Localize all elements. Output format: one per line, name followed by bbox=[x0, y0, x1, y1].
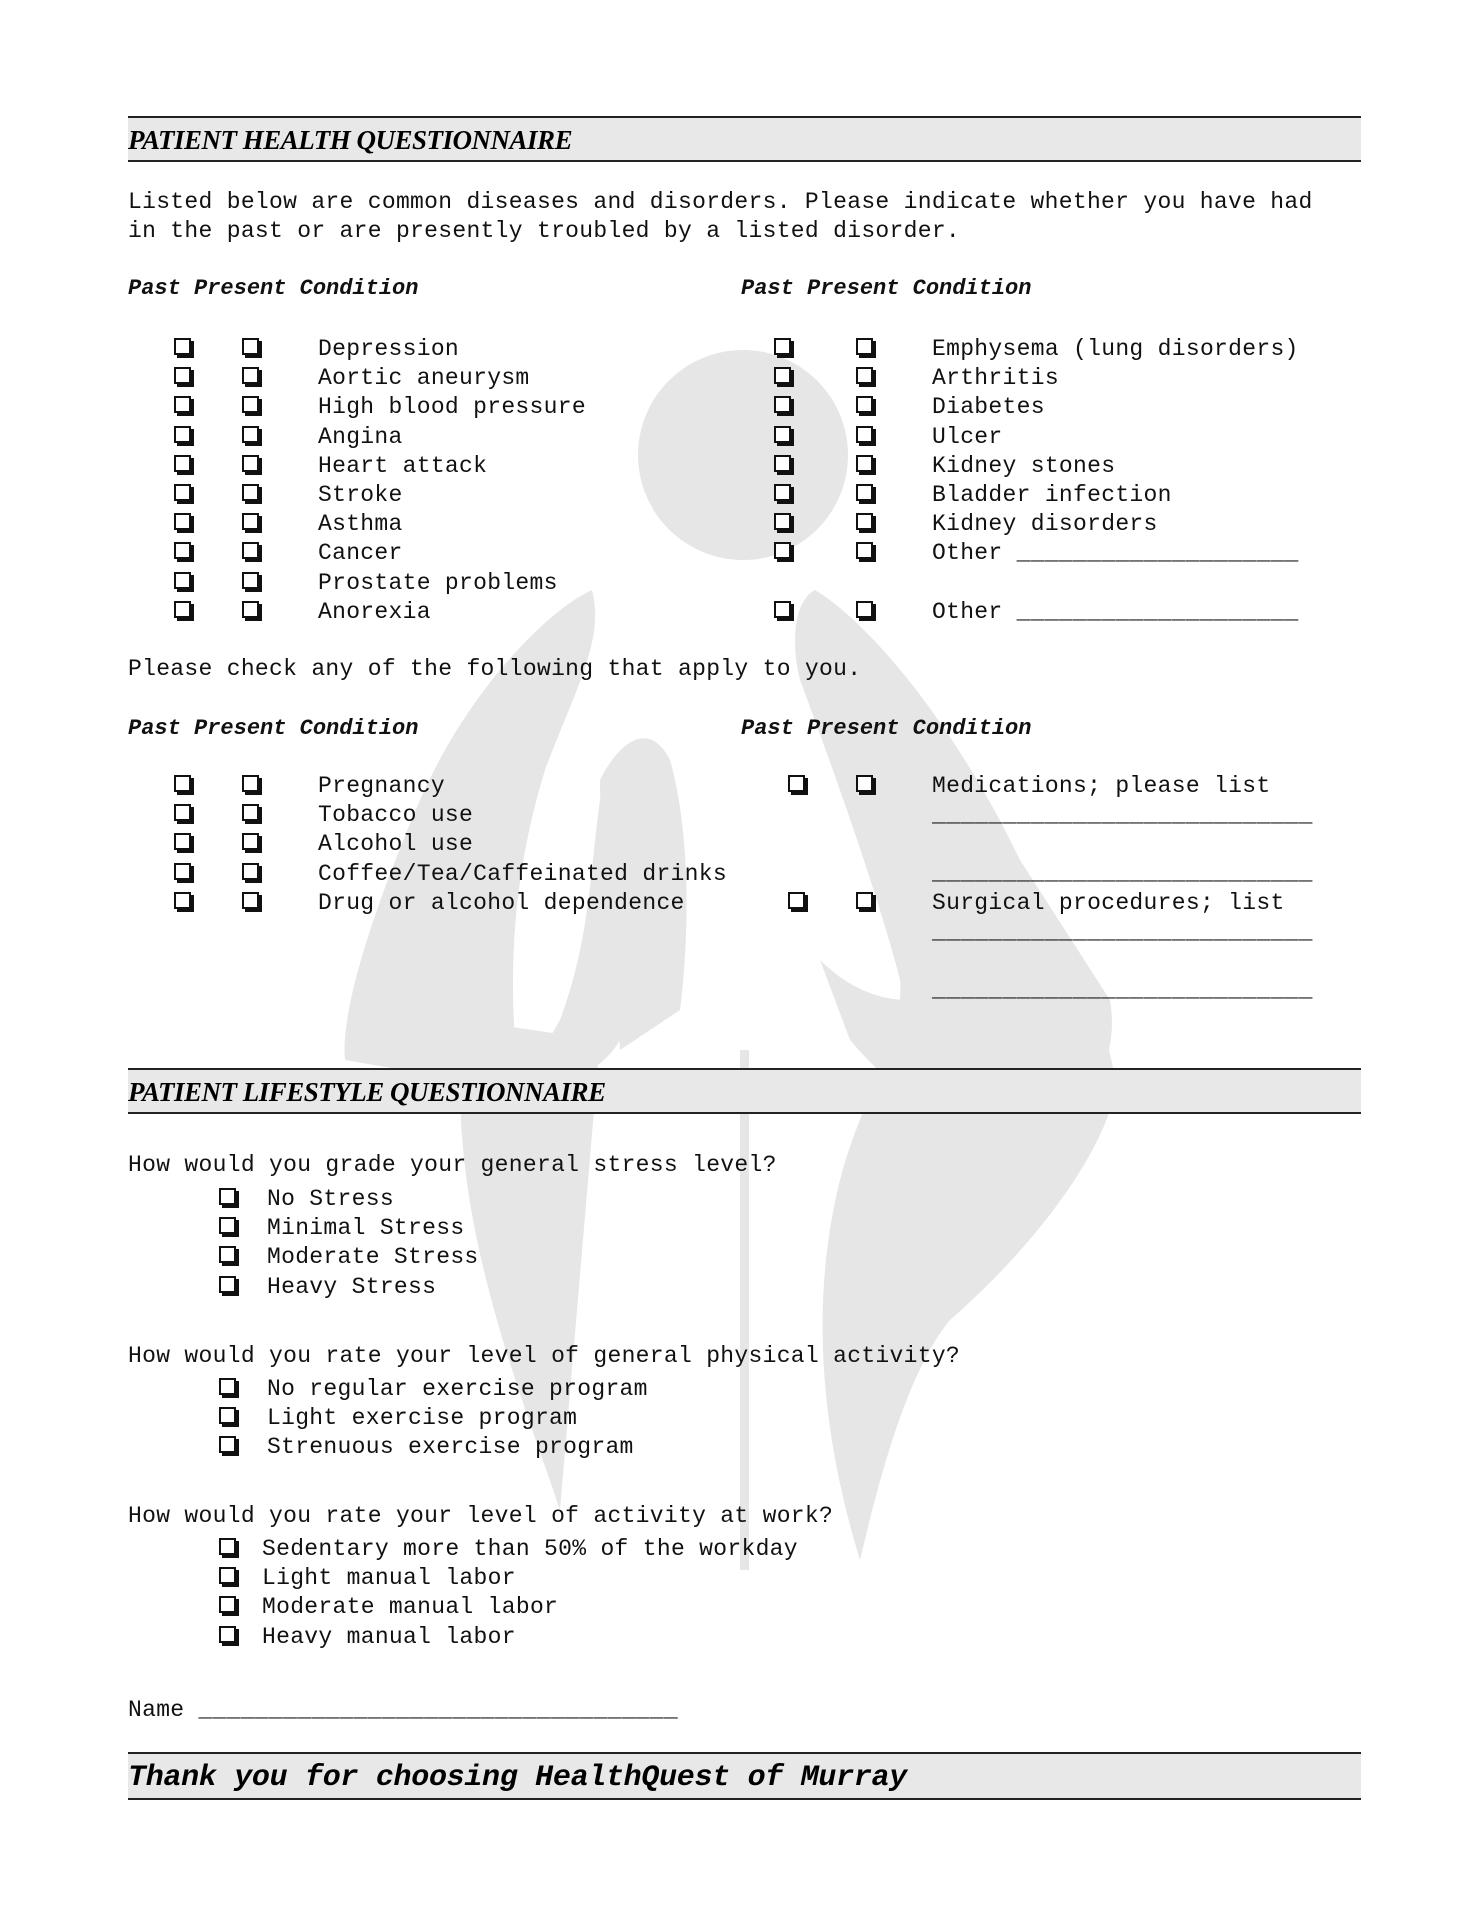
condition-label: Arthritis bbox=[932, 365, 1059, 391]
option-label: Moderate manual labor bbox=[262, 1594, 559, 1620]
present-checkbox-diabetes[interactable] bbox=[856, 396, 873, 413]
name-field[interactable]: Name __________________________________ bbox=[128, 1697, 678, 1723]
option-checkbox-strenuous-exercise-program[interactable] bbox=[219, 1436, 236, 1453]
past-checkbox-prostate-problems[interactable] bbox=[174, 572, 191, 589]
past-checkbox-aortic-aneurysm[interactable] bbox=[174, 367, 191, 384]
work-question: How would you rate your level of activity at work? bbox=[128, 1503, 834, 1529]
option-checkbox-minimal-stress[interactable] bbox=[219, 1217, 236, 1234]
past-checkbox-bladder-infection[interactable] bbox=[774, 484, 791, 501]
condition-label: Asthma bbox=[318, 511, 403, 537]
option-label: Heavy Stress bbox=[267, 1274, 437, 1300]
option-label: No regular exercise program bbox=[267, 1376, 648, 1402]
condition-label: Bladder infection bbox=[932, 482, 1172, 508]
past-checkbox-angina[interactable] bbox=[174, 426, 191, 443]
option-label: Heavy manual labor bbox=[262, 1624, 516, 1650]
present-checkbox-asthma[interactable] bbox=[242, 513, 259, 530]
condition-label: Ulcer bbox=[932, 424, 1003, 450]
column-header-right-2: Past Present Condition bbox=[741, 716, 1032, 741]
present-checkbox-drug-or-alcohol-dependence[interactable] bbox=[242, 892, 259, 909]
surgical-present-checkbox[interactable] bbox=[856, 892, 873, 909]
medications-past-checkbox[interactable] bbox=[788, 775, 805, 792]
past-checkbox-kidney-disorders[interactable] bbox=[774, 513, 791, 530]
option-label: Strenuous exercise program bbox=[267, 1434, 634, 1460]
past-checkbox-ulcer[interactable] bbox=[774, 426, 791, 443]
present-checkbox-tobacco-use[interactable] bbox=[242, 804, 259, 821]
condition-label: Stroke bbox=[318, 482, 403, 508]
past-checkbox-anorexia[interactable] bbox=[174, 601, 191, 618]
past-checkbox-other-2[interactable] bbox=[774, 601, 791, 618]
footer-band bbox=[128, 1752, 1361, 1800]
condition-label: Coffee/Tea/Caffeinated drinks bbox=[318, 861, 727, 887]
present-checkbox-depression[interactable] bbox=[242, 338, 259, 355]
option-checkbox-moderate-stress[interactable] bbox=[219, 1246, 236, 1263]
option-label: Light manual labor bbox=[262, 1565, 516, 1591]
condition-label: Drug or alcohol dependence bbox=[318, 890, 685, 916]
intro-text-line-1: Listed below are common diseases and disorders. Please indicate whether you have had bbox=[128, 189, 1313, 215]
past-checkbox-depression[interactable] bbox=[174, 338, 191, 355]
option-label: Sedentary more than 50% of the workday bbox=[262, 1536, 798, 1562]
past-checkbox-kidney-stones[interactable] bbox=[774, 455, 791, 472]
condition-label: Other ____________________ bbox=[932, 599, 1299, 625]
condition-label: Pregnancy bbox=[318, 773, 445, 799]
condition-label: Anorexia bbox=[318, 599, 431, 625]
condition-label: Aortic aneurysm bbox=[318, 365, 530, 391]
condition-label: Kidney disorders bbox=[932, 511, 1158, 537]
lifestyle-section-title: PATIENT LIFESTYLE QUESTIONNAIRE bbox=[128, 1077, 606, 1107]
condition-label: Heart attack bbox=[318, 453, 488, 479]
past-checkbox-drug-or-alcohol-dependence[interactable] bbox=[174, 892, 191, 909]
column-header-left-2: Past Present Condition bbox=[128, 716, 419, 741]
past-checkbox-alcohol-use[interactable] bbox=[174, 833, 191, 850]
present-checkbox-prostate-problems[interactable] bbox=[242, 572, 259, 589]
present-checkbox-coffee-tea-caffeinated-drinks[interactable] bbox=[242, 863, 259, 880]
past-checkbox-heart-attack[interactable] bbox=[174, 455, 191, 472]
option-checkbox-heavy-manual-labor[interactable] bbox=[219, 1626, 236, 1643]
condition-label: Depression bbox=[318, 336, 460, 362]
present-checkbox-other-2[interactable] bbox=[856, 601, 873, 618]
intro-text-line-2: in the past or are presently troubled by a listed disorder. bbox=[128, 218, 961, 244]
present-checkbox-kidney-disorders[interactable] bbox=[856, 513, 873, 530]
past-checkbox-cancer[interactable] bbox=[174, 542, 191, 559]
present-checkbox-kidney-stones[interactable] bbox=[856, 455, 873, 472]
medications-line-2[interactable]: ___________________________ bbox=[932, 860, 1313, 886]
condition-label: Tobacco use bbox=[318, 802, 474, 828]
medications-label: Medications; please list bbox=[932, 773, 1271, 799]
stress-question: How would you grade your general stress level? bbox=[128, 1152, 777, 1178]
present-checkbox-cancer[interactable] bbox=[242, 542, 259, 559]
past-checkbox-pregnancy[interactable] bbox=[174, 775, 191, 792]
option-label: Minimal Stress bbox=[267, 1215, 465, 1241]
present-checkbox-alcohol-use[interactable] bbox=[242, 833, 259, 850]
surgical-label: Surgical procedures; list bbox=[932, 890, 1285, 916]
past-checkbox-emphysema-lung-disorders[interactable] bbox=[774, 338, 791, 355]
health-section-title: PATIENT HEALTH QUESTIONNAIRE bbox=[128, 125, 573, 155]
present-checkbox-stroke[interactable] bbox=[242, 484, 259, 501]
surgical-line-2[interactable]: ___________________________ bbox=[932, 977, 1313, 1003]
present-checkbox-aortic-aneurysm[interactable] bbox=[242, 367, 259, 384]
present-checkbox-ulcer[interactable] bbox=[856, 426, 873, 443]
medications-present-checkbox[interactable] bbox=[856, 775, 873, 792]
past-checkbox-coffee-tea-caffeinated-drinks[interactable] bbox=[174, 863, 191, 880]
option-checkbox-light-exercise-program[interactable] bbox=[219, 1407, 236, 1424]
past-checkbox-other[interactable] bbox=[774, 542, 791, 559]
footer-thank-you: Thank you for choosing HealthQuest of Murray bbox=[128, 1761, 907, 1795]
present-checkbox-other[interactable] bbox=[856, 542, 873, 559]
option-checkbox-no-regular-exercise-program[interactable] bbox=[219, 1378, 236, 1395]
present-checkbox-high-blood-pressure[interactable] bbox=[242, 396, 259, 413]
past-checkbox-high-blood-pressure[interactable] bbox=[174, 396, 191, 413]
physical-question: How would you rate your level of general physical activity? bbox=[128, 1343, 961, 1369]
past-checkbox-tobacco-use[interactable] bbox=[174, 804, 191, 821]
condition-label: High blood pressure bbox=[318, 394, 586, 420]
condition-label: Emphysema (lung disorders) bbox=[932, 336, 1299, 362]
column-header-right: Past Present Condition bbox=[741, 276, 1032, 301]
condition-label: Diabetes bbox=[932, 394, 1045, 420]
option-checkbox-sedentary-more-than-50-of-the-workday[interactable] bbox=[219, 1538, 236, 1555]
option-checkbox-no-stress[interactable] bbox=[219, 1188, 236, 1205]
present-checkbox-emphysema-lung-disorders[interactable] bbox=[856, 338, 873, 355]
condition-label: Kidney stones bbox=[932, 453, 1116, 479]
present-checkbox-anorexia[interactable] bbox=[242, 601, 259, 618]
present-checkbox-arthritis[interactable] bbox=[856, 367, 873, 384]
option-label: Light exercise program bbox=[267, 1405, 578, 1431]
lifestyle-section-header bbox=[128, 1068, 1361, 1114]
option-checkbox-heavy-stress[interactable] bbox=[219, 1276, 236, 1293]
condition-label: Cancer bbox=[318, 540, 403, 566]
option-label: No Stress bbox=[267, 1186, 394, 1212]
option-checkbox-light-manual-labor[interactable] bbox=[219, 1567, 236, 1584]
present-checkbox-pregnancy[interactable] bbox=[242, 775, 259, 792]
health-section-header bbox=[128, 116, 1361, 162]
surgical-line-1[interactable]: ___________________________ bbox=[932, 919, 1313, 945]
present-checkbox-bladder-infection[interactable] bbox=[856, 484, 873, 501]
condition-label: Other ____________________ bbox=[932, 540, 1299, 566]
column-header-left: Past Present Condition bbox=[128, 276, 419, 301]
past-checkbox-diabetes[interactable] bbox=[774, 396, 791, 413]
past-checkbox-arthritis[interactable] bbox=[774, 367, 791, 384]
condition-label: Prostate problems bbox=[318, 570, 558, 596]
option-checkbox-moderate-manual-labor[interactable] bbox=[219, 1596, 236, 1613]
condition-label: Angina bbox=[318, 424, 403, 450]
present-checkbox-heart-attack[interactable] bbox=[242, 455, 259, 472]
check-prompt: Please check any of the following that apply to you. bbox=[128, 656, 862, 682]
past-checkbox-asthma[interactable] bbox=[174, 513, 191, 530]
surgical-past-checkbox[interactable] bbox=[788, 892, 805, 909]
present-checkbox-angina[interactable] bbox=[242, 426, 259, 443]
condition-label: Alcohol use bbox=[318, 831, 474, 857]
option-label: Moderate Stress bbox=[267, 1244, 479, 1270]
past-checkbox-stroke[interactable] bbox=[174, 484, 191, 501]
medications-line-1[interactable]: ___________________________ bbox=[932, 802, 1313, 828]
